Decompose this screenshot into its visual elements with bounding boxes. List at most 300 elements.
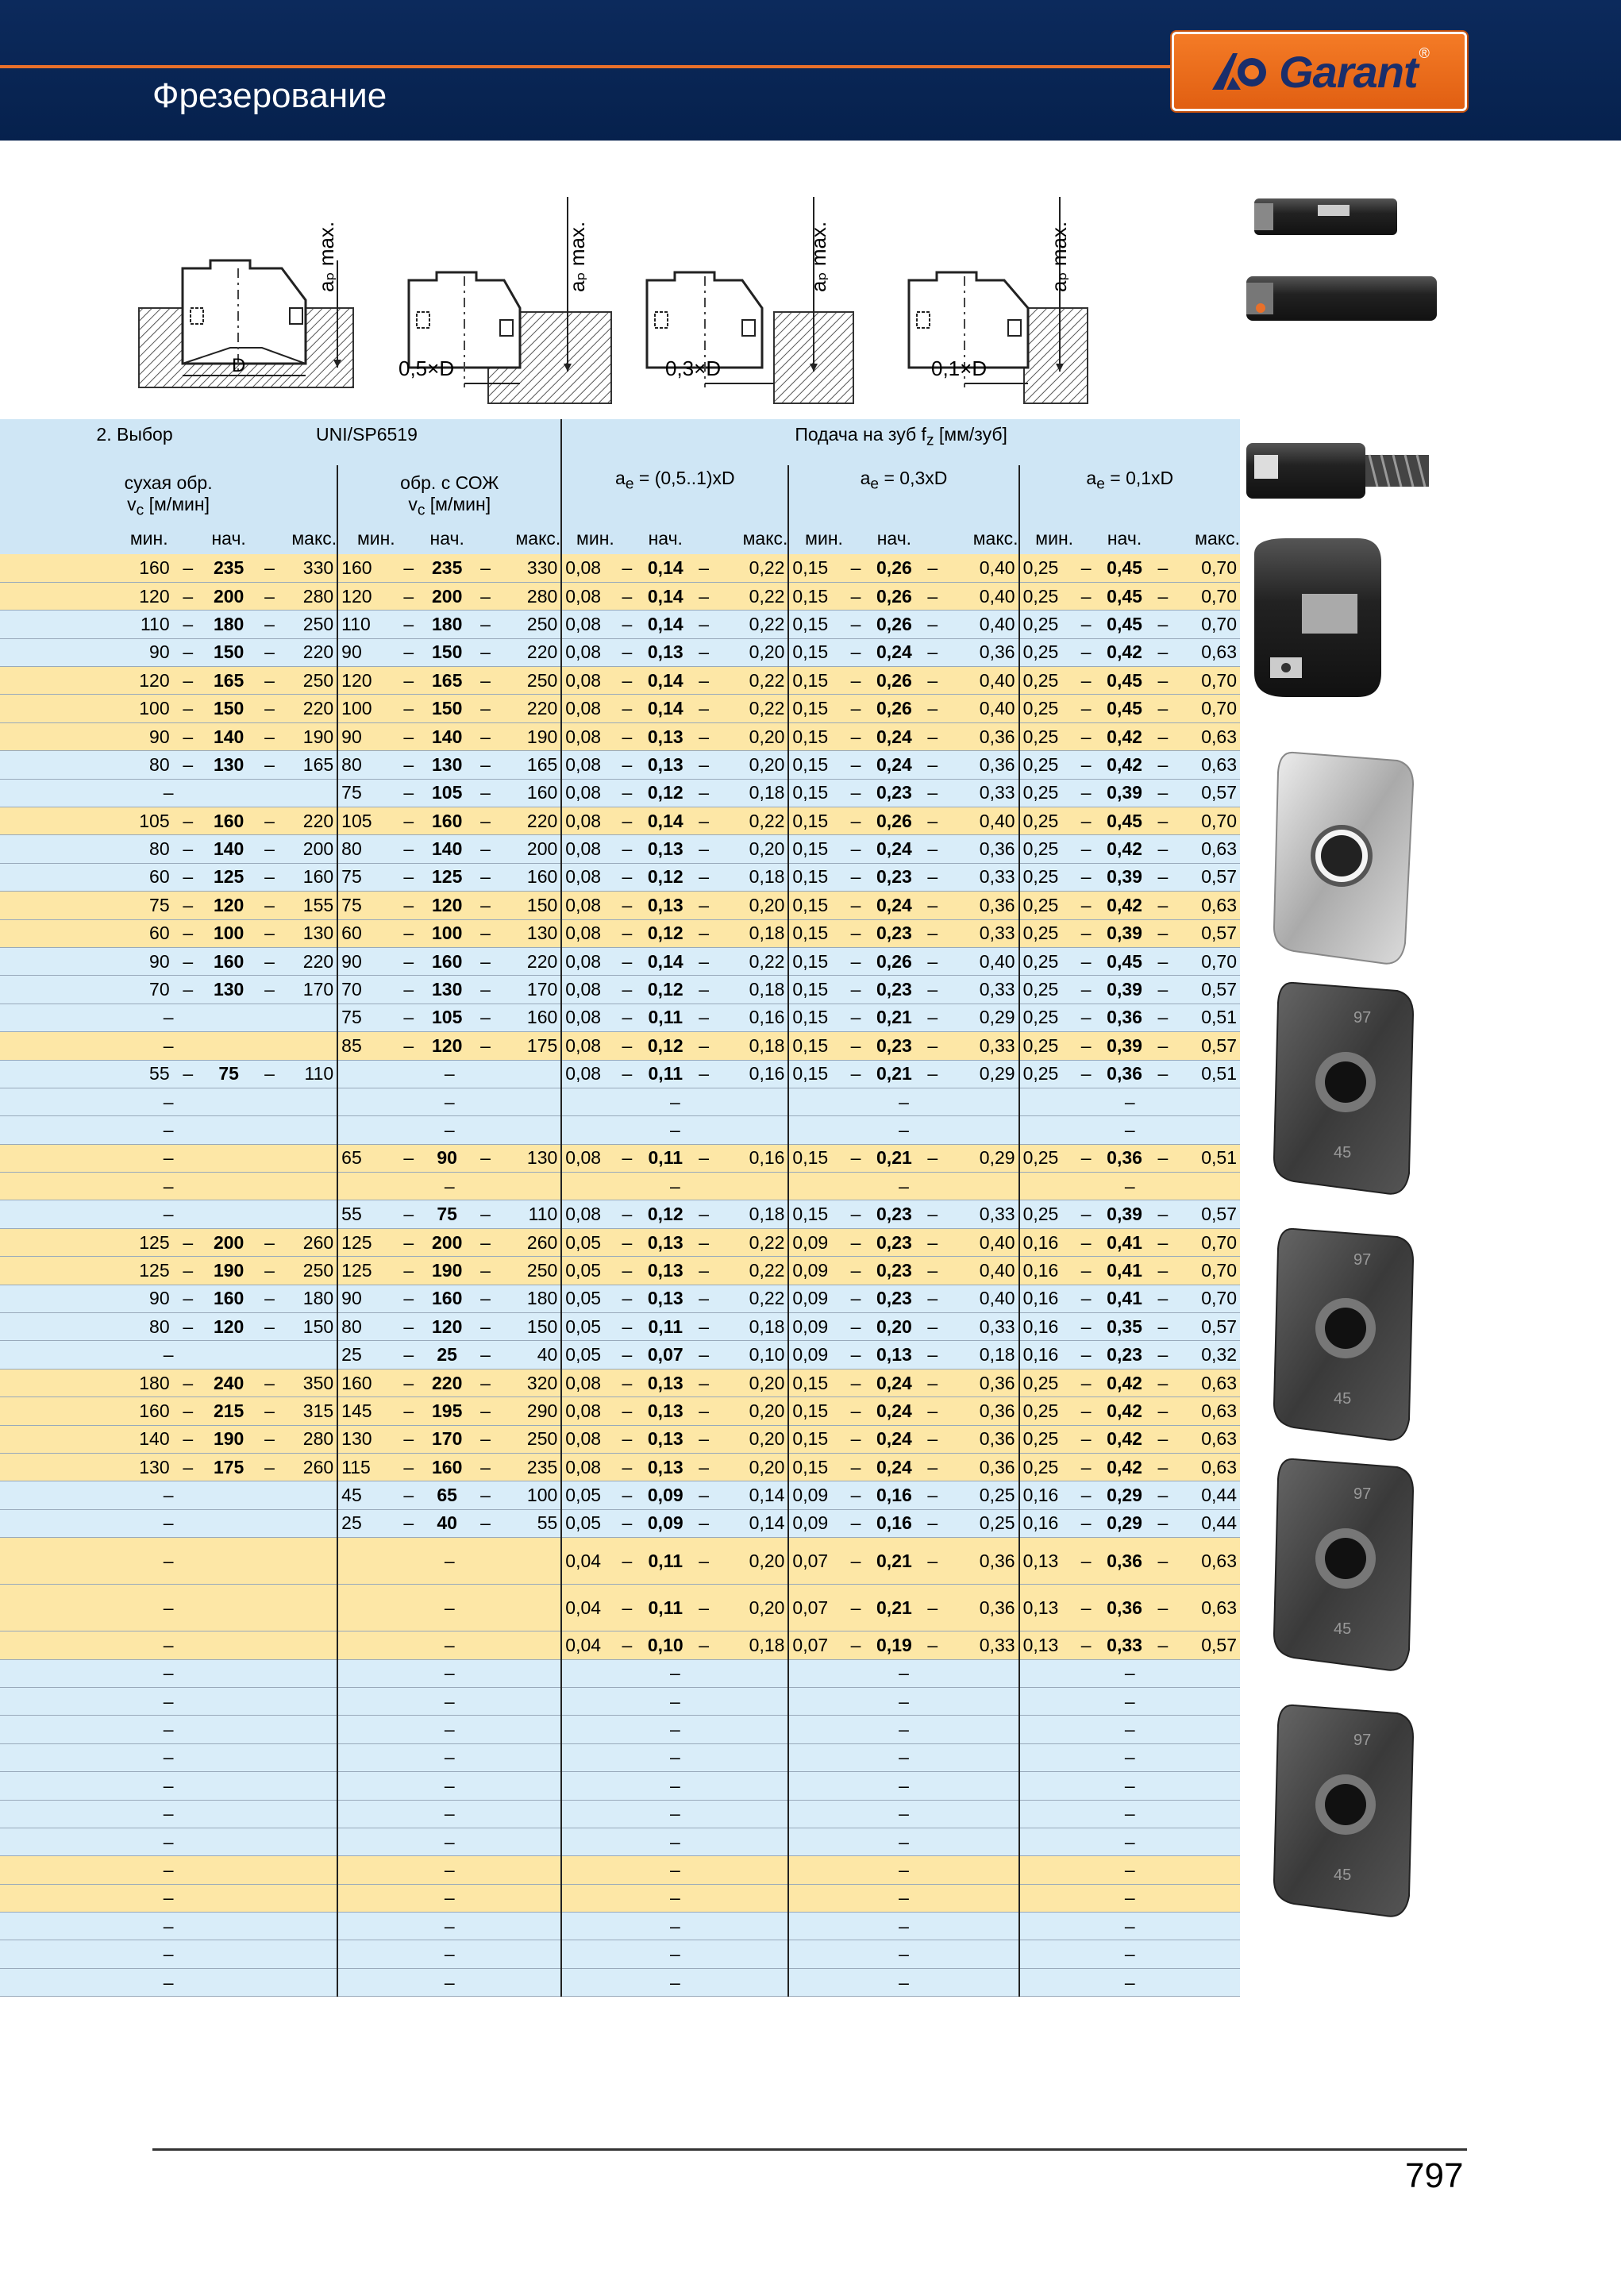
range-dash: – bbox=[920, 947, 945, 975]
cool-start: 160 bbox=[422, 807, 472, 835]
table-row bbox=[0, 807, 1240, 835]
range-dash: – bbox=[395, 1144, 422, 1172]
f1-start: 0,14 bbox=[640, 554, 691, 582]
f1-max: 0,22 bbox=[717, 807, 789, 835]
engagement-label: 0,1×D bbox=[931, 356, 988, 380]
empty-value-dash: – bbox=[0, 1631, 337, 1659]
cool-max: 40 bbox=[499, 1341, 562, 1369]
insert-mark: 45 bbox=[1334, 1866, 1352, 1884]
cool-min: 65 bbox=[337, 1144, 395, 1172]
range-dash: – bbox=[843, 1631, 868, 1659]
range-dash: – bbox=[691, 638, 717, 666]
f1-start: 0,09 bbox=[640, 1481, 691, 1509]
f1-start: 0,07 bbox=[640, 1341, 691, 1369]
f1-min: 0,08 bbox=[561, 582, 614, 610]
cool-max: 130 bbox=[499, 919, 562, 947]
range-dash: – bbox=[472, 1285, 499, 1312]
range-dash: – bbox=[1073, 1481, 1099, 1509]
dry-max: 130 bbox=[285, 919, 338, 947]
column-max: макс. bbox=[291, 527, 337, 549]
dry-start: 120 bbox=[203, 1313, 254, 1341]
range-dash: – bbox=[395, 863, 422, 891]
table-row bbox=[0, 1743, 1240, 1771]
f2-max: 0,40 bbox=[945, 667, 1019, 695]
f2-max: 0,36 bbox=[945, 638, 1019, 666]
range-dash: – bbox=[1150, 638, 1176, 666]
range-dash: – bbox=[1150, 1397, 1176, 1425]
f3-min: 0,16 bbox=[1019, 1481, 1074, 1509]
f2-start: 0,21 bbox=[868, 1004, 919, 1031]
range-dash: – bbox=[691, 919, 717, 947]
table-row bbox=[0, 1032, 1240, 1060]
range-dash: – bbox=[614, 976, 640, 1004]
table-row bbox=[0, 667, 1240, 695]
cool-min: 125 bbox=[337, 1228, 395, 1256]
table-row bbox=[0, 1116, 1240, 1144]
f3-max: 0,63 bbox=[1176, 1369, 1240, 1396]
f3-start: 0,42 bbox=[1099, 1425, 1149, 1453]
empty-value-dash: – bbox=[788, 1116, 1018, 1144]
f1-min: 0,05 bbox=[561, 1228, 614, 1256]
f1-min: 0,08 bbox=[561, 1369, 614, 1396]
f3-max: 0,63 bbox=[1176, 835, 1240, 863]
cool-start: 105 bbox=[422, 1004, 472, 1031]
range-dash: – bbox=[614, 1397, 640, 1425]
empty-value-dash: – bbox=[561, 1968, 788, 1996]
cool-max: 130 bbox=[499, 1144, 562, 1172]
range-dash: – bbox=[254, 807, 284, 835]
range-dash: – bbox=[1150, 1060, 1176, 1088]
range-dash: – bbox=[843, 947, 868, 975]
f3-min: 0,25 bbox=[1019, 947, 1074, 975]
range-dash: – bbox=[691, 1144, 717, 1172]
range-dash: – bbox=[1073, 751, 1099, 779]
f1-max: 0,20 bbox=[717, 638, 789, 666]
f1-start: 0,13 bbox=[640, 1285, 691, 1312]
f2-min: 0,15 bbox=[788, 947, 843, 975]
f3-start: 0,35 bbox=[1099, 1313, 1149, 1341]
f3-max: 0,51 bbox=[1176, 1144, 1240, 1172]
empty-value-dash: – bbox=[0, 1004, 337, 1031]
cool-max: 220 bbox=[499, 947, 562, 975]
range-dash: – bbox=[1150, 976, 1176, 1004]
cool-min: 90 bbox=[337, 1285, 395, 1312]
f3-start: 0,42 bbox=[1099, 1397, 1149, 1425]
empty-value-dash: – bbox=[788, 1687, 1018, 1715]
range-dash: – bbox=[472, 611, 499, 638]
range-dash: – bbox=[472, 554, 499, 582]
cool-min: 80 bbox=[337, 835, 395, 863]
range-dash: – bbox=[614, 1585, 640, 1631]
f3-start: 0,39 bbox=[1099, 1032, 1149, 1060]
f1-max: 0,14 bbox=[717, 1481, 789, 1509]
f3-start: 0,42 bbox=[1099, 835, 1149, 863]
range-dash: – bbox=[1073, 722, 1099, 750]
range-dash: – bbox=[1150, 722, 1176, 750]
f2-min: 0,15 bbox=[788, 1200, 843, 1228]
f1-min: 0,08 bbox=[561, 1397, 614, 1425]
f1-max: 0,18 bbox=[717, 779, 789, 807]
range-dash: – bbox=[920, 667, 945, 695]
empty-value-dash: – bbox=[0, 1940, 337, 1968]
range-dash: – bbox=[173, 722, 203, 750]
empty-value-dash: – bbox=[1019, 1828, 1240, 1855]
f1-min: 0,08 bbox=[561, 807, 614, 835]
f2-start: 0,16 bbox=[868, 1509, 919, 1537]
f1-min: 0,04 bbox=[561, 1631, 614, 1659]
range-dash: – bbox=[254, 919, 284, 947]
range-dash: – bbox=[614, 1369, 640, 1396]
cool-start: 160 bbox=[422, 1285, 472, 1312]
cool-max: 330 bbox=[499, 554, 562, 582]
dry-max: 170 bbox=[285, 976, 338, 1004]
range-dash: – bbox=[843, 1509, 868, 1537]
cool-min: 70 bbox=[337, 976, 395, 1004]
range-dash: – bbox=[395, 751, 422, 779]
range-dash: – bbox=[614, 695, 640, 722]
empty-value-dash: – bbox=[337, 1116, 561, 1144]
range-dash: – bbox=[691, 1369, 717, 1396]
range-dash: – bbox=[920, 807, 945, 835]
f3-min: 0,25 bbox=[1019, 695, 1074, 722]
range-dash: – bbox=[1073, 554, 1099, 582]
f3-min: 0,25 bbox=[1019, 667, 1074, 695]
f3-max: 0,44 bbox=[1176, 1509, 1240, 1537]
product-photos bbox=[1238, 181, 1477, 1928]
range-dash: – bbox=[254, 1313, 284, 1341]
f2-min: 0,09 bbox=[788, 1313, 843, 1341]
f1-min: 0,08 bbox=[561, 1032, 614, 1060]
empty-value-dash: – bbox=[0, 1856, 337, 1884]
cool-max: 280 bbox=[499, 582, 562, 610]
range-dash: – bbox=[395, 1257, 422, 1285]
empty-value-dash: – bbox=[561, 1856, 788, 1884]
page-number: 797 bbox=[1405, 2156, 1464, 2195]
empty-value-dash: – bbox=[337, 1913, 561, 1940]
insert-mark: 97 bbox=[1353, 1251, 1372, 1269]
dry-start: 190 bbox=[203, 1257, 254, 1285]
range-dash: – bbox=[691, 1397, 717, 1425]
f2-max: 0,40 bbox=[945, 611, 1019, 638]
range-dash: – bbox=[691, 1454, 717, 1481]
range-dash: – bbox=[691, 695, 717, 722]
f1-max: 0,14 bbox=[717, 1509, 789, 1537]
column-max: макс. bbox=[515, 527, 561, 549]
range-dash: – bbox=[173, 1369, 203, 1396]
range-dash: – bbox=[472, 919, 499, 947]
f1-max: 0,16 bbox=[717, 1060, 789, 1088]
range-dash: – bbox=[691, 892, 717, 919]
range-dash: – bbox=[395, 976, 422, 1004]
f3-start: 0,45 bbox=[1099, 695, 1149, 722]
range-dash: – bbox=[472, 695, 499, 722]
empty-value-dash: – bbox=[788, 1659, 1018, 1687]
range-dash: – bbox=[395, 947, 422, 975]
range-dash: – bbox=[691, 947, 717, 975]
range-dash: – bbox=[691, 1257, 717, 1285]
f3-start: 0,42 bbox=[1099, 1369, 1149, 1396]
table-row bbox=[0, 919, 1240, 947]
f1-max: 0,18 bbox=[717, 976, 789, 1004]
empty-value-dash: – bbox=[337, 1687, 561, 1715]
cool-start: 65 bbox=[422, 1481, 472, 1509]
dry-min: 105 bbox=[0, 807, 173, 835]
range-dash: – bbox=[843, 1004, 868, 1031]
f2-min: 0,15 bbox=[788, 1004, 843, 1031]
f3-min: 0,25 bbox=[1019, 1369, 1074, 1396]
range-dash: – bbox=[1150, 554, 1176, 582]
f2-max: 0,33 bbox=[945, 1631, 1019, 1659]
f3-min: 0,25 bbox=[1019, 1454, 1074, 1481]
f2-start: 0,23 bbox=[868, 1200, 919, 1228]
range-dash: – bbox=[1150, 1585, 1176, 1631]
range-dash: – bbox=[691, 1341, 717, 1369]
range-dash: – bbox=[254, 863, 284, 891]
cool-min: 105 bbox=[337, 807, 395, 835]
cool-max: 250 bbox=[499, 611, 562, 638]
dry-max: 280 bbox=[285, 582, 338, 610]
f2-start: 0,26 bbox=[868, 947, 919, 975]
f2-max: 0,36 bbox=[945, 892, 1019, 919]
range-dash: – bbox=[472, 835, 499, 863]
dry-min: 90 bbox=[0, 947, 173, 975]
table-row bbox=[0, 1088, 1240, 1115]
dry-max: 180 bbox=[285, 1285, 338, 1312]
table-row bbox=[0, 1285, 1240, 1312]
range-dash: – bbox=[1073, 779, 1099, 807]
f1-max: 0,20 bbox=[717, 1425, 789, 1453]
range-dash: – bbox=[1073, 863, 1099, 891]
range-dash: – bbox=[472, 1481, 499, 1509]
range-dash: – bbox=[173, 582, 203, 610]
dry-min: 180 bbox=[0, 1369, 173, 1396]
f2-max: 0,36 bbox=[945, 835, 1019, 863]
insert-dark-3-icon bbox=[1274, 1459, 1413, 1670]
range-dash: – bbox=[920, 1631, 945, 1659]
range-dash: – bbox=[1150, 667, 1176, 695]
f1-start: 0,14 bbox=[640, 667, 691, 695]
column-start: нач. bbox=[648, 527, 683, 549]
range-dash: – bbox=[843, 722, 868, 750]
empty-value-dash: – bbox=[788, 1968, 1018, 1996]
f3-min: 0,25 bbox=[1019, 863, 1074, 891]
f2-start: 0,23 bbox=[868, 1285, 919, 1312]
f1-start: 0,10 bbox=[640, 1631, 691, 1659]
empty-value-dash: – bbox=[1019, 1687, 1240, 1715]
f3-min: 0,25 bbox=[1019, 919, 1074, 947]
dry-max: 350 bbox=[285, 1369, 338, 1396]
f1-start: 0,12 bbox=[640, 919, 691, 947]
f1-max: 0,10 bbox=[717, 1341, 789, 1369]
range-dash: – bbox=[395, 919, 422, 947]
cool-start: 105 bbox=[422, 779, 472, 807]
range-dash: – bbox=[614, 1060, 640, 1088]
table-row bbox=[0, 1369, 1240, 1396]
f1-start: 0,11 bbox=[640, 1538, 691, 1585]
f1-min: 0,08 bbox=[561, 1060, 614, 1088]
f1-max: 0,18 bbox=[717, 1313, 789, 1341]
cool-min: 80 bbox=[337, 1313, 395, 1341]
range-dash: – bbox=[472, 667, 499, 695]
cool-min: 75 bbox=[337, 1004, 395, 1031]
table-row bbox=[0, 1060, 1240, 1088]
range-dash: – bbox=[614, 1032, 640, 1060]
dry-max: 315 bbox=[285, 1397, 338, 1425]
range-dash: – bbox=[920, 863, 945, 891]
empty-value-dash: – bbox=[1019, 1800, 1240, 1828]
f3-start: 0,42 bbox=[1099, 722, 1149, 750]
range-dash: – bbox=[254, 1285, 284, 1312]
cool-start: 180 bbox=[422, 611, 472, 638]
f2-start: 0,26 bbox=[868, 695, 919, 722]
f1-max: 0,22 bbox=[717, 947, 789, 975]
insert-dark-4-icon bbox=[1274, 1705, 1413, 1917]
range-dash: – bbox=[1150, 1369, 1176, 1396]
range-dash: – bbox=[614, 1313, 640, 1341]
empty-value-dash: – bbox=[337, 1088, 561, 1115]
f2-start: 0,26 bbox=[868, 667, 919, 695]
f2-start: 0,16 bbox=[868, 1481, 919, 1509]
ap-max-label: aₚ max. bbox=[314, 221, 338, 292]
range-dash: – bbox=[395, 1509, 422, 1537]
f2-min: 0,15 bbox=[788, 1425, 843, 1453]
f3-max: 0,57 bbox=[1176, 1313, 1240, 1341]
cool-start: 125 bbox=[422, 863, 472, 891]
engagement-label: 0,3×D bbox=[665, 356, 722, 380]
table-row bbox=[0, 1772, 1240, 1800]
f3-min: 0,13 bbox=[1019, 1538, 1074, 1585]
range-dash: – bbox=[614, 1341, 640, 1369]
grade-label: UNI/SP6519 bbox=[316, 424, 418, 445]
range-dash: – bbox=[472, 863, 499, 891]
range-dash: – bbox=[920, 779, 945, 807]
range-dash: – bbox=[843, 554, 868, 582]
range-dash: – bbox=[614, 1425, 640, 1453]
f1-start: 0,11 bbox=[640, 1585, 691, 1631]
dry-start: 150 bbox=[203, 695, 254, 722]
range-dash: – bbox=[843, 976, 868, 1004]
range-dash: – bbox=[920, 1509, 945, 1537]
range-dash: – bbox=[1150, 1631, 1176, 1659]
range-dash: – bbox=[920, 751, 945, 779]
range-dash: – bbox=[254, 947, 284, 975]
f1-min: 0,08 bbox=[561, 919, 614, 947]
range-dash: – bbox=[1150, 1313, 1176, 1341]
range-dash: – bbox=[395, 779, 422, 807]
cool-min: 75 bbox=[337, 863, 395, 891]
range-dash: – bbox=[614, 835, 640, 863]
cool-start: 200 bbox=[422, 582, 472, 610]
dry-start: 165 bbox=[203, 667, 254, 695]
f1-max: 0,22 bbox=[717, 554, 789, 582]
f3-max: 0,63 bbox=[1176, 751, 1240, 779]
f3-max: 0,57 bbox=[1176, 976, 1240, 1004]
f1-start: 0,11 bbox=[640, 1144, 691, 1172]
f2-min: 0,09 bbox=[788, 1509, 843, 1537]
empty-value-dash: – bbox=[337, 1800, 561, 1828]
table-row bbox=[0, 1856, 1240, 1884]
dry-max: 110 bbox=[285, 1060, 338, 1088]
table-row bbox=[0, 1968, 1240, 1996]
table-row bbox=[0, 1481, 1240, 1509]
range-dash: – bbox=[691, 976, 717, 1004]
cool-start: 130 bbox=[422, 976, 472, 1004]
f2-start: 0,23 bbox=[868, 919, 919, 947]
f2-max: 0,36 bbox=[945, 1397, 1019, 1425]
range-dash: – bbox=[843, 807, 868, 835]
cool-max: 235 bbox=[499, 1454, 562, 1481]
cool-min: 120 bbox=[337, 667, 395, 695]
range-dash: – bbox=[173, 835, 203, 863]
dry-start: 160 bbox=[203, 807, 254, 835]
cool-max: 150 bbox=[499, 1313, 562, 1341]
f1-max: 0,18 bbox=[717, 1032, 789, 1060]
dry-min: 90 bbox=[0, 722, 173, 750]
dry-start: 240 bbox=[203, 1369, 254, 1396]
f2-max: 0,36 bbox=[945, 722, 1019, 750]
dry-start: 190 bbox=[203, 1425, 254, 1453]
dry-max: 150 bbox=[285, 1313, 338, 1341]
empty-value-dash: – bbox=[788, 1940, 1018, 1968]
f3-start: 0,36 bbox=[1099, 1144, 1149, 1172]
range-dash: – bbox=[614, 1509, 640, 1537]
f2-start: 0,26 bbox=[868, 582, 919, 610]
insert-mark: 45 bbox=[1334, 1390, 1352, 1408]
dry-max: 220 bbox=[285, 807, 338, 835]
range-dash: – bbox=[614, 751, 640, 779]
range-dash: – bbox=[395, 1425, 422, 1453]
range-dash: – bbox=[395, 1341, 422, 1369]
empty-value-dash: – bbox=[0, 1659, 337, 1687]
range-dash: – bbox=[614, 1228, 640, 1256]
f2-min: 0,07 bbox=[788, 1538, 843, 1585]
f1-min: 0,08 bbox=[561, 779, 614, 807]
f2-max: 0,18 bbox=[945, 1341, 1019, 1369]
range-dash: – bbox=[472, 892, 499, 919]
range-dash: – bbox=[173, 1228, 203, 1256]
f2-start: 0,24 bbox=[868, 1425, 919, 1453]
f2-min: 0,15 bbox=[788, 1060, 843, 1088]
shell-mill-icon bbox=[1254, 538, 1381, 697]
table-row bbox=[0, 1425, 1240, 1453]
f2-min: 0,15 bbox=[788, 1369, 843, 1396]
f3-min: 0,25 bbox=[1019, 976, 1074, 1004]
f3-max: 0,70 bbox=[1176, 807, 1240, 835]
range-dash: – bbox=[1073, 1538, 1099, 1585]
dry-start: 200 bbox=[203, 582, 254, 610]
table-row bbox=[0, 1397, 1240, 1425]
empty-value-dash: – bbox=[0, 1743, 337, 1771]
f2-min: 0,07 bbox=[788, 1631, 843, 1659]
f2-max: 0,36 bbox=[945, 1585, 1019, 1631]
range-dash: – bbox=[173, 863, 203, 891]
range-dash: – bbox=[173, 1425, 203, 1453]
dry-min: 120 bbox=[0, 582, 173, 610]
f3-start: 0,39 bbox=[1099, 779, 1149, 807]
f1-min: 0,05 bbox=[561, 1341, 614, 1369]
empty-value-dash: – bbox=[561, 1659, 788, 1687]
cool-min: 25 bbox=[337, 1341, 395, 1369]
f3-min: 0,25 bbox=[1019, 1060, 1074, 1088]
table-row bbox=[0, 1828, 1240, 1855]
range-dash: – bbox=[614, 1285, 640, 1312]
column-max: макс. bbox=[972, 527, 1018, 549]
empty-value-dash: – bbox=[0, 1144, 337, 1172]
f3-max: 0,57 bbox=[1176, 919, 1240, 947]
cool-start: 90 bbox=[422, 1144, 472, 1172]
cool-min: 115 bbox=[337, 1454, 395, 1481]
f1-start: 0,13 bbox=[640, 1369, 691, 1396]
